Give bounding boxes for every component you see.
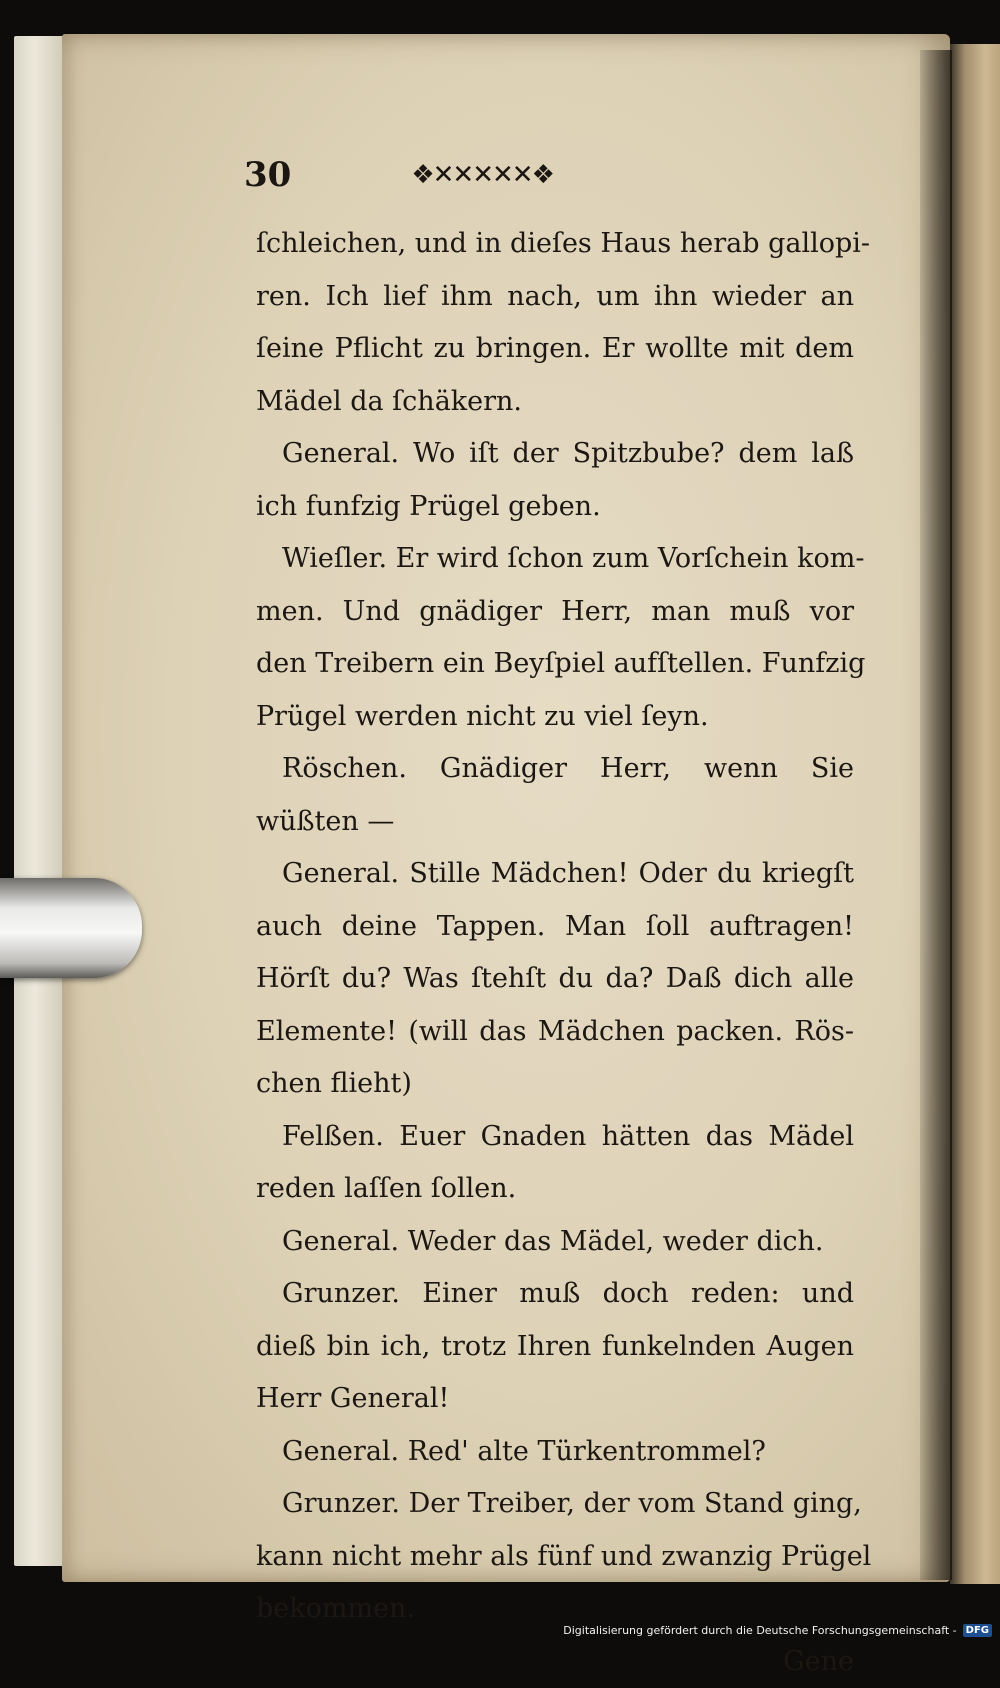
page-text [256, 218, 854, 1688]
text-line: General. Stille Mädchen! Oder du kriegſt [256, 848, 854, 901]
text-line: ſeine Pflicht zu bringen. Er wollte mit dem [256, 323, 854, 376]
text-line: auch deine Tappen. Man ſoll auftragen! [256, 901, 854, 954]
text-line: dieß bin ich, trotz Ihren funkelnden Augen [256, 1321, 854, 1374]
text-line: ich funfzig Prügel geben. [256, 481, 854, 534]
text-line: General. Red' alte Türkentrommel? [256, 1426, 854, 1479]
book-right-edge [950, 44, 1000, 1584]
book-left-edge [14, 36, 66, 1566]
page-header [244, 150, 644, 200]
text-line: Mädel da ſchäkern. [256, 376, 854, 429]
text-line: Wieſler. Er wird ſchon zum Vorſchein kom- [256, 533, 854, 586]
text-line: wüßten — [256, 796, 854, 849]
page-number: 30 [244, 155, 291, 195]
digitization-credit [563, 1624, 992, 1637]
text-line: Elemente! (will das Mädchen packen. Rös- [256, 1006, 854, 1059]
text-line: ſchleichen, und in dieſes Haus herab gallopi- [256, 218, 854, 271]
page-gutter-shadow [920, 50, 952, 1580]
text-line: Röschen. Gnädiger Herr, wenn Sie [256, 743, 854, 796]
text-line: chen flieht) [256, 1058, 854, 1111]
text-line: Herr General! [256, 1373, 854, 1426]
page-holder-clip [0, 878, 142, 978]
text-line: den Treibern ein Beyſpiel aufſtellen. Funfzig [256, 638, 854, 691]
text-line: men. Und gnädiger Herr, man muß vor [256, 586, 854, 639]
text-line: reden laſſen ſollen. [256, 1163, 854, 1216]
text-line: Hörſt du? Was ſtehſt du da? Daß dich alle [256, 953, 854, 1006]
credit-text: Digitalisierung gefördert durch die Deutsche Forschungsgemeinschaft - [563, 1624, 956, 1637]
header-ornament: ❖✕✕✕✕✕❖ [411, 160, 553, 190]
text-line: ren. Ich lief ihm nach, um ihn wieder an [256, 271, 854, 324]
dfg-logo: DFG [963, 1624, 992, 1637]
text-line: Grunzer. Der Treiber, der vom Stand ging, [256, 1478, 854, 1531]
catchword: Gene [256, 1636, 854, 1688]
text-line: Grunzer. Einer muß doch reden: und [256, 1268, 854, 1321]
text-line: kann nicht mehr als fünf und zwanzig Prügel [256, 1531, 854, 1584]
text-line: General. Weder das Mädel, weder dich. [256, 1216, 854, 1269]
text-line: Prügel werden nicht zu viel ſeyn. [256, 691, 854, 744]
text-line: Felßen. Euer Gnaden hätten das Mädel [256, 1111, 854, 1164]
text-line: bekommen. [256, 1583, 854, 1636]
text-line: General. Wo iſt der Spitzbube? dem laß [256, 428, 854, 481]
